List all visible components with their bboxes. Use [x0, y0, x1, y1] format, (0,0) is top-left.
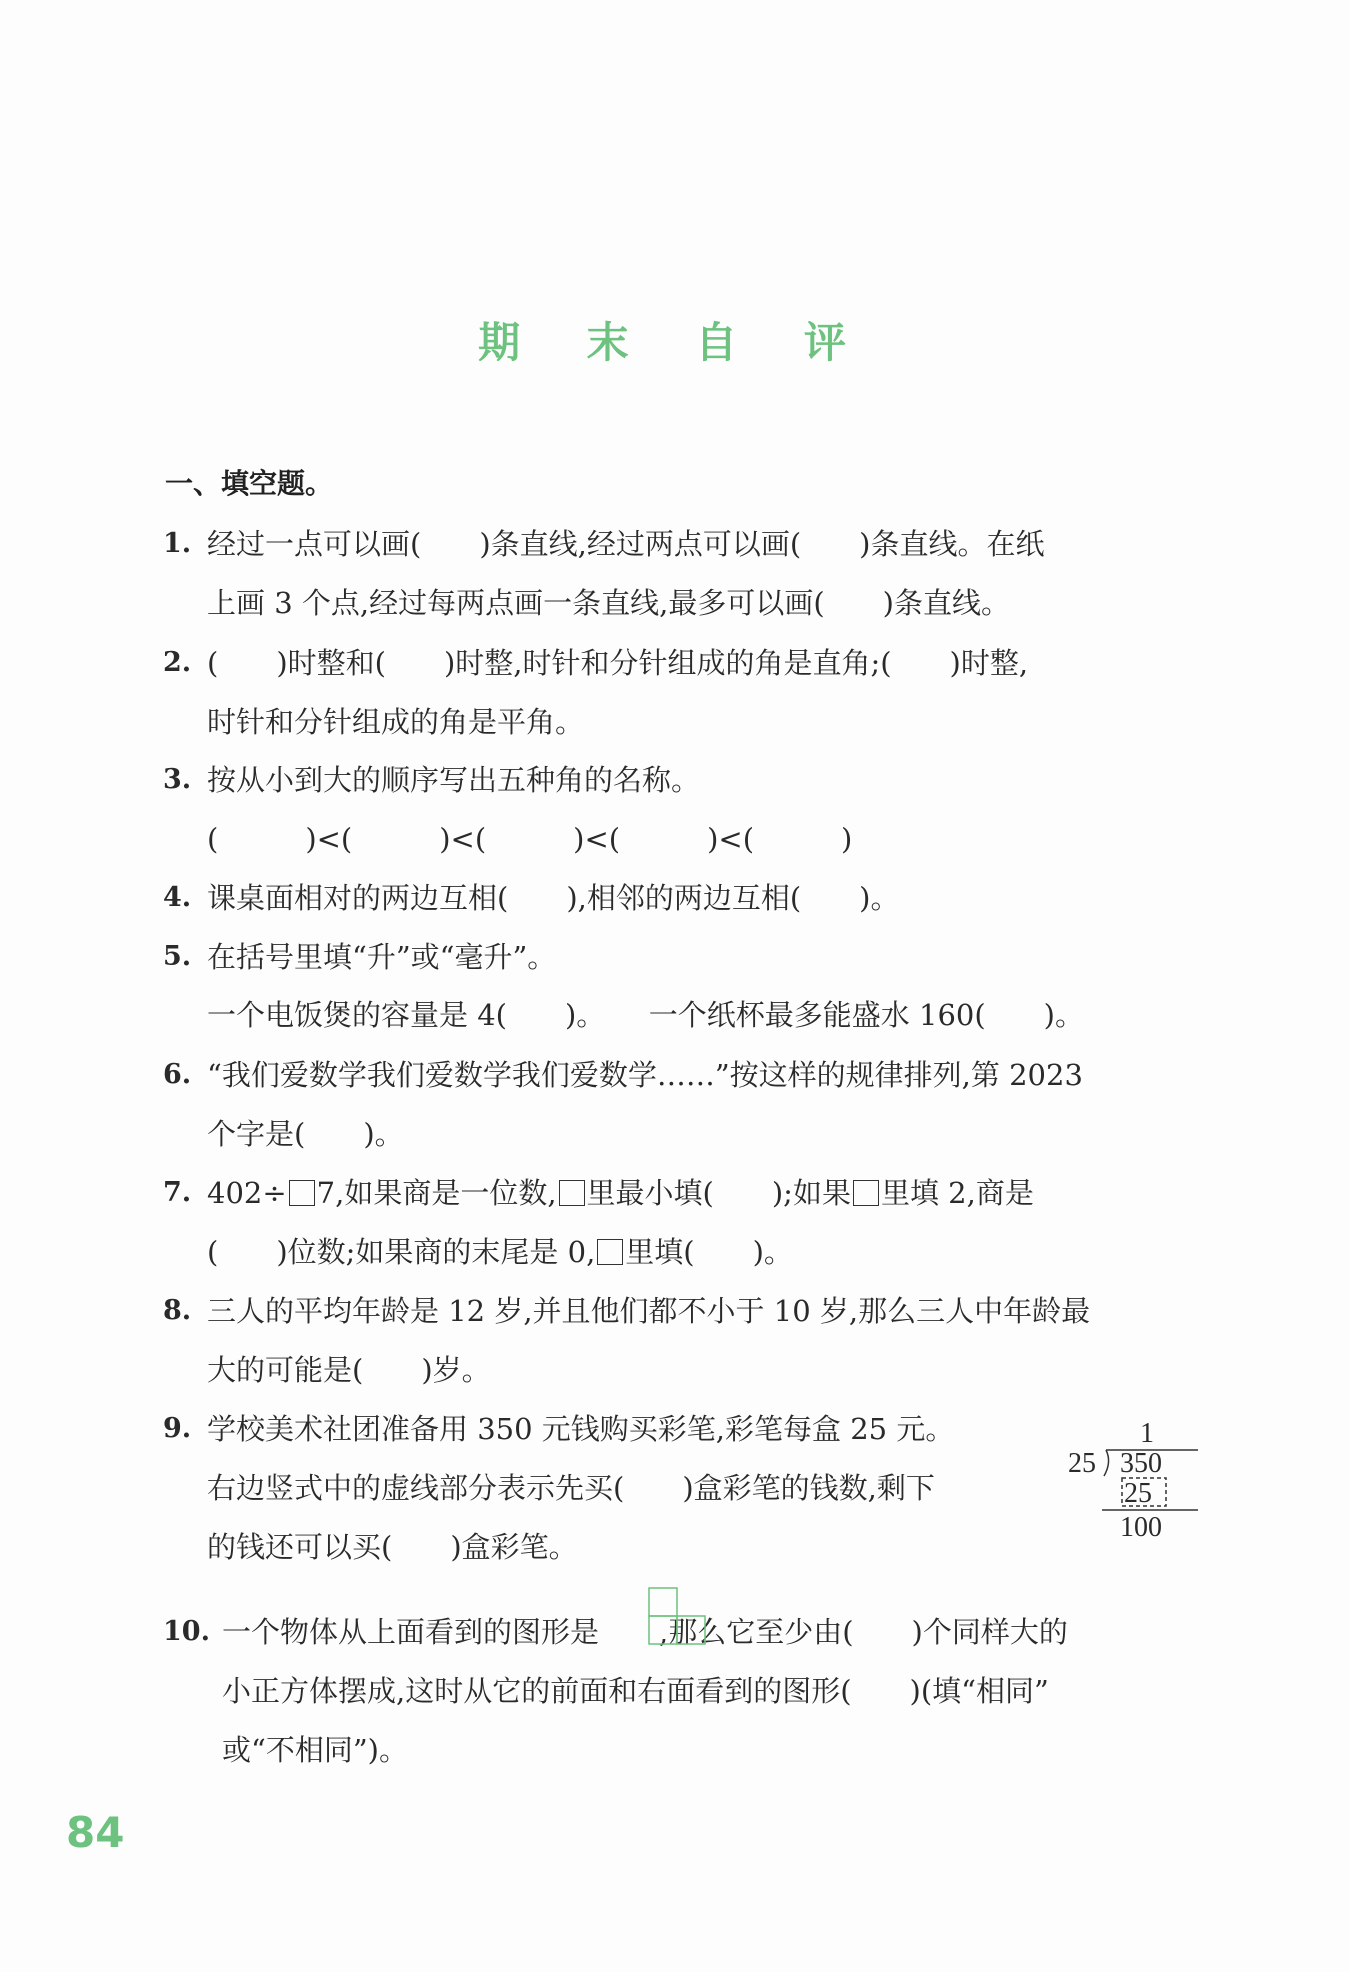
question-9-line-1: 学校美术社团准备用 350 元钱购买彩笔,彩笔每盒 25 元。: [207, 1412, 955, 1446]
question-1-line-2: 上画 3 个点,经过每两点画一条直线,最多可以画( )条直线。: [207, 586, 1010, 620]
question-number-4: 4.: [163, 882, 192, 913]
q7-text-b: 7,如果商是一位数,: [316, 1176, 557, 1210]
question-7-line-2: [207, 1232, 793, 1272]
question-8-line-2: 大的可能是( )岁。: [207, 1353, 491, 1387]
question-10-line-3: 或“不相同”)。: [222, 1733, 408, 1767]
question-6-line-2: 个字是( )。: [207, 1117, 404, 1151]
question-9-line-2: 右边竖式中的虚线部分表示先买( )盒彩笔的钱数,剩下: [207, 1471, 935, 1505]
question-7-line-1: [207, 1173, 1034, 1213]
question-number-1: 1.: [163, 528, 192, 559]
question-3-line-2: ( )<( )<( )<( )<( ): [207, 822, 853, 856]
page-title: 期 末 自 评: [478, 318, 872, 367]
question-3-line-1: 按从小到大的顺序写出五种角的名称。: [207, 763, 701, 797]
question-2-line-2: 时针和分针组成的角是平角。: [207, 705, 585, 739]
question-number-3: 3.: [163, 764, 192, 795]
question-10-line-2: 小正方体摆成,这时从它的前面和右面看到的图形( )(填“相同”: [222, 1674, 1049, 1708]
question-number-5: 5.: [163, 941, 192, 972]
question-10-line-1: [222, 1612, 1068, 1652]
question-4-line-1: 课桌面相对的两边互相( ),相邻的两边互相( )。: [207, 881, 900, 915]
section-heading: 一、填空题。: [165, 467, 334, 500]
question-5-line-2: 一个电饭煲的容量是 4( )。 一个纸杯最多能盛水 160( )。: [207, 998, 1084, 1032]
question-2-line-1: ( )时整和( )时整,时针和分针组成的角是直角;( )时整,: [207, 646, 1029, 680]
page-number: 84: [66, 1808, 125, 1857]
q7-text-d: 里填 2,商是: [880, 1176, 1034, 1210]
question-5-line-1: 在括号里填“升”或“毫升”。: [207, 940, 557, 974]
q7-text-c: 里最小填( );如果: [586, 1176, 851, 1210]
blank-square-icon: [853, 1180, 879, 1206]
blank-square-icon: [597, 1239, 623, 1265]
q10-text-a: 一个物体从上面看到的图形是: [222, 1615, 600, 1649]
q7-text-f: 里填( )。: [625, 1235, 793, 1269]
long-division: [1068, 1418, 1198, 1568]
remainder: 100: [1120, 1512, 1162, 1543]
question-8-line-1: 三人的平均年龄是 12 岁,并且他们都不小于 10 岁,那么三人中年龄最: [207, 1294, 1091, 1328]
question-number-10: 10.: [163, 1616, 210, 1647]
quotient: 1: [1140, 1418, 1154, 1449]
question-6-line-1: “我们爱数学我们爱数学我们爱数学……”按这样的规律排列,第 2023: [207, 1058, 1083, 1092]
blank-square-icon: [559, 1180, 585, 1206]
question-number-8: 8.: [163, 1295, 192, 1326]
blank-square-icon: [289, 1180, 315, 1206]
question-number-7: 7.: [163, 1177, 192, 1208]
question-number-9: 9.: [163, 1413, 192, 1444]
question-9-line-3: 的钱还可以买( )盒彩笔。: [207, 1530, 578, 1564]
divisor: 25: [1068, 1448, 1096, 1479]
question-number-2: 2.: [163, 647, 192, 678]
top-view-shape-icon: [648, 1587, 706, 1645]
q7-text-e: ( )位数;如果商的末尾是 0,: [207, 1235, 596, 1269]
product: 25: [1124, 1478, 1152, 1509]
dividend: 350: [1120, 1448, 1162, 1479]
question-1-line-1: 经过一点可以画( )条直线,经过两点可以画( )条直线。在纸: [207, 527, 1045, 561]
q10-text-b: ,那么它至少由( )个同样大的: [659, 1615, 1068, 1649]
q7-text-a: 402÷: [207, 1176, 287, 1210]
question-number-6: 6.: [163, 1059, 192, 1090]
